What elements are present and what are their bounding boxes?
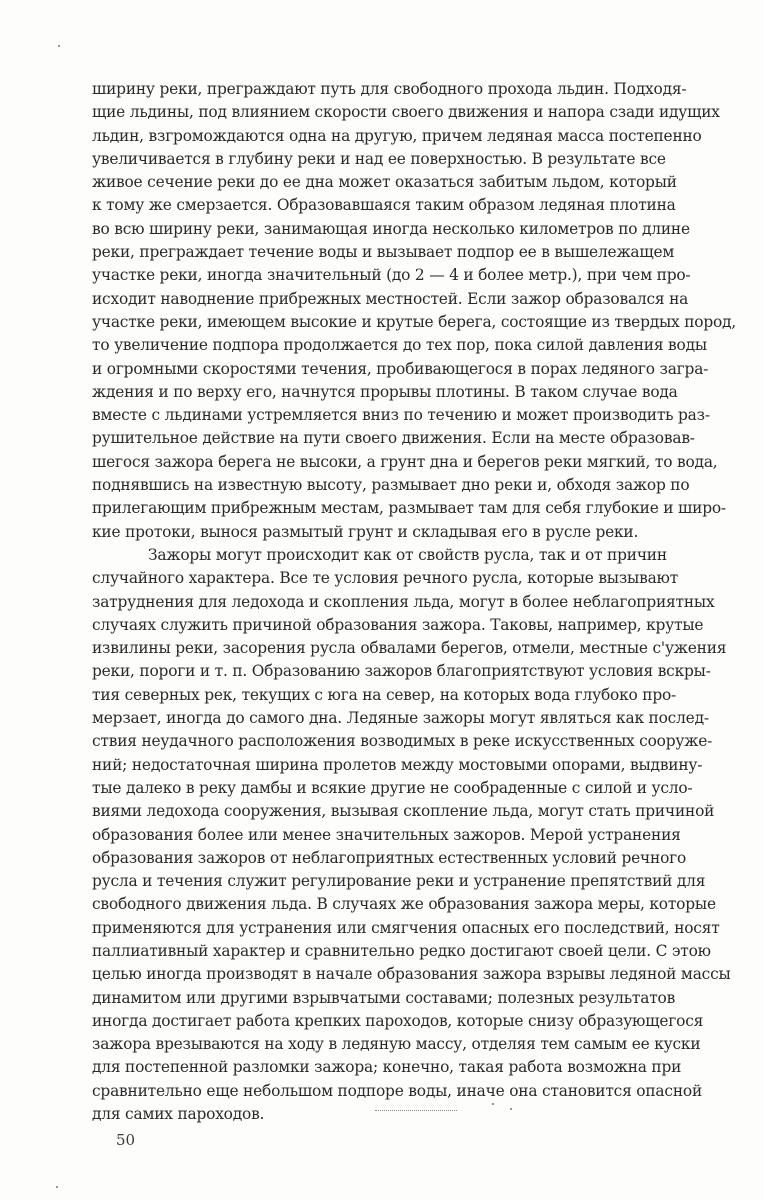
- text-line: мерзает, иногда до самого дна. Ледяные зажоры могут являться как послед-: [92, 709, 709, 728]
- text-line: живое сечение реки до ее дна может оказаться забитым льдом, который: [92, 173, 677, 192]
- text-line: для постепенной разломки зажора; конечно, такая работа возможна при: [92, 1058, 682, 1077]
- text-line: прилегающим прибрежным местам, размывает там для себя глубокие и широ-: [92, 499, 726, 518]
- text-line: рушительное действие на пути своего движения. Если на месте образовав-: [92, 429, 695, 448]
- text-line: во всю ширину реки, занимающая иногда несколько километров по длине: [92, 219, 690, 238]
- scan-speck: [56, 1186, 58, 1188]
- text-line: увеличивается в глубину реки и над ее поверхностью. В результате все: [92, 149, 666, 168]
- text-line: ждения и по верху его, начнутся прорывы плотины. В таком случае вода: [92, 382, 678, 401]
- text-line: реки, пороги и т. п. Образованию зажоров благоприятствуют условия вскры-: [92, 662, 711, 681]
- text-line: к тому же смерзается. Образовавшаяся таким образом ледяная плотина: [92, 196, 676, 215]
- text-line: для самих пароходов.: [92, 1105, 265, 1124]
- text-line: образования зажоров от неблагоприятных естественных условий речного: [92, 848, 687, 867]
- text-line: участке реки, иногда значительный (до 2 — 4 и более метр.), при чем про-: [92, 266, 691, 285]
- text-line: льдин, взгромождаются одна на другую, причем ледяная масса постепенно: [92, 126, 702, 145]
- text-line: то увеличение подпора продолжается до тех пор, пока силой давления воды: [92, 336, 707, 355]
- text-line: ний; недостаточная ширина пролетов между мостовыми опорами, выдвину-: [92, 755, 703, 774]
- text-line: извилины реки, засорения русла обвалами берегов, отмели, местные с'ужения: [92, 639, 727, 658]
- body-text: [92, 78, 764, 1126]
- text-line: затруднения для ледохода и скопления льда, могут в более неблагоприятных: [92, 592, 715, 611]
- text-line: исходит наводнение прибрежных местностей. Если зажор образовался на: [92, 289, 689, 308]
- scan-speck: [510, 1108, 512, 1110]
- text-line: тые далеко в реку дамбы и всякие другие не сообраденные с силой и усло-: [92, 778, 693, 797]
- text-line: применяются для устранения или смягчения опасных его последствий, носят: [92, 918, 720, 937]
- text-line: сравнительно еще небольшом подпоре воды, иначе она становится опасной: [92, 1081, 703, 1100]
- text-line: щие льдины, под влиянием скорости своего движения и напора сзади идущих: [92, 103, 720, 122]
- scan-speck: [492, 1103, 494, 1105]
- text-line: и огромными скоростями течения, пробивающегося в порах ледяного загра-: [92, 359, 709, 378]
- text-line: шегося зажора берега не высоки, а грунт дна и берегов реки мягкий, то вода,: [92, 452, 718, 471]
- separator-rule: [375, 1110, 457, 1111]
- text-line: паллиативный характер и сравнительно редко достигают своей цели. С этою: [92, 941, 711, 960]
- text-line: Зажоры могут происходит как от свойств русла, так и от причин: [148, 545, 667, 564]
- text-line: целью иногда производят в начале образования зажора взрывы ледяной массы: [92, 965, 731, 984]
- text-line: поднявшись на известную высоту, размывает дно реки и, обходя зажор по: [92, 476, 690, 495]
- text-line: зажора врезываются на ходу в ледяную массу, отделяя тем самым ее куски: [92, 1035, 701, 1054]
- page-number: 50: [116, 1131, 136, 1149]
- text-line: ширину реки, преграждают путь для свободного прохода льдин. Подходя-: [92, 80, 687, 98]
- text-line: динамитом или другими взрывчатыми составами; полезных результатов: [92, 988, 676, 1007]
- text-line: русла и течения служит регулирование реки и устранение препятствий для: [92, 872, 706, 891]
- text-line: участке реки, имеющем высокие и крутые берега, состоящие из твердых пород,: [92, 312, 737, 331]
- text-line: ствия неудачного расположения возводимых в реке искусственных сооруже-: [92, 732, 713, 751]
- text-line: иногда достигает работа крепких пароходов, которые снизу образующегося: [92, 1011, 704, 1030]
- text-line: случайного характера. Все те условия речного русла, которые вызывают: [92, 569, 679, 588]
- text-line: вместе с льдинами устремляется вниз по течению и может производить раз-: [92, 406, 710, 425]
- text-line: тия северных рек, текущих с юга на север, на которых вода глубоко про-: [92, 685, 677, 704]
- text-line: кие протоки, вынося размытый грунт и складывая его в русле реки.: [92, 522, 639, 541]
- text-line: случаях служить причиной образования зажора. Таковы, например, крутые: [92, 615, 704, 634]
- text-line: образования более или менее значительных зажоров. Мерой устранения: [92, 825, 681, 844]
- text-line: реки, преграждает течение воды и вызывает подпор ее в вышележащем: [92, 243, 675, 262]
- text-line: свободного движения льда. В случаях же образования зажора меры, которые: [92, 895, 716, 914]
- text-line: виями ледохода сооружения, вызывая скопление льда, могут стать причиной: [92, 802, 715, 821]
- scan-speck: [58, 45, 60, 47]
